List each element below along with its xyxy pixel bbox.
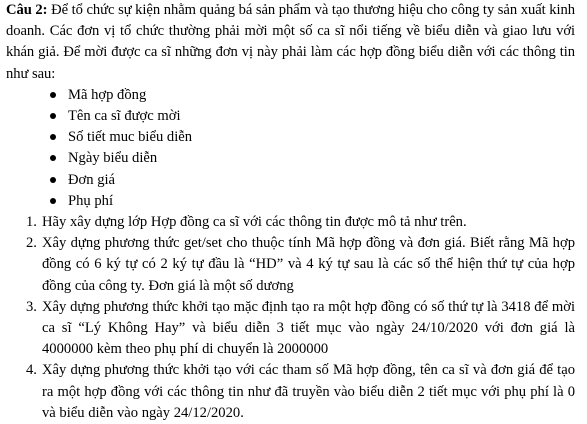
task-text: Xây dựng phương thức khởi tạo với các tham số Mã hợp đồng, tên ca sĩ và đơn giá để tạo ra một hợp đồng với các thông tin như đã truyền vào biểu diễn 2 tiết mục với phụ phí là 0 và biểu diễn vào ngày 24/12/2020. bbox=[42, 362, 575, 421]
task-text: Xây dựng phương thức khởi tạo mặc định tạo ra một hợp đồng có số thứ tự là 3418 để mời ca sĩ “Lý Không Hay” và biểu diễn 3 tiết mục vào ngày 24/10/2020 với đơn giá là 4000000 kèm theo phụ phí di chuyển là 2000000 bbox=[42, 298, 575, 358]
task-list bbox=[6, 212, 575, 424]
bullet-dot-icon bbox=[50, 177, 56, 183]
bullet-dot-icon bbox=[50, 134, 56, 140]
bullet-item: Phụ phí bbox=[50, 191, 575, 212]
task-number: 1. bbox=[26, 214, 37, 231]
task-item bbox=[6, 297, 575, 361]
question-label: Câu 2: bbox=[6, 2, 48, 18]
question-intro bbox=[6, 0, 575, 85]
task-number: 4. bbox=[26, 362, 37, 379]
task-item bbox=[6, 360, 575, 424]
task-item bbox=[6, 212, 575, 233]
question-text: Để tổ chức sự kiện nhằm quảng bá sản phẩm và tạo thương hiệu cho công ty sản xuất kinh doanh. Các đơn vị tổ chức thường phải mời một số ca sĩ nổi tiếng về biểu diễn và giao lưu với khán giả. Để mời được ca sĩ những đơn vị này phải làm các hợp đồng biểu diễn với các thông tin như sau: bbox=[6, 2, 575, 82]
info-bullet-list bbox=[6, 85, 575, 212]
bullet-item: Đơn giá bbox=[50, 170, 575, 191]
task-text: Xây dựng phương thức get/set cho thuộc tính Mã hợp đồng và đơn giá. Biết rằng Mã hợp đồng có 6 ký tự có 2 ký tự đầu là “HD” và 4 ký tự sau là các số thể hiện thứ tự của hợp đồng của công ty. Đơn giá là một số dương bbox=[42, 235, 575, 294]
task-item bbox=[6, 233, 575, 297]
task-number: 2. bbox=[26, 235, 37, 252]
bullet-dot-icon bbox=[50, 113, 56, 119]
task-text: Hãy xây dựng lớp Hợp đồng ca sĩ với các thông tin được mô tả như trên. bbox=[42, 214, 467, 231]
bullet-dot-icon bbox=[50, 155, 56, 161]
bullet-dot-icon bbox=[50, 92, 56, 98]
bullet-dot-icon bbox=[50, 198, 56, 204]
bullet-item: Tên ca sĩ được mời bbox=[50, 106, 575, 127]
task-number: 3. bbox=[26, 298, 37, 315]
bullet-item: Mã hợp đồng bbox=[50, 85, 575, 106]
bullet-item: Ngày biểu diễn bbox=[50, 148, 575, 169]
bullet-item: Số tiết muc biểu diễn bbox=[50, 127, 575, 148]
